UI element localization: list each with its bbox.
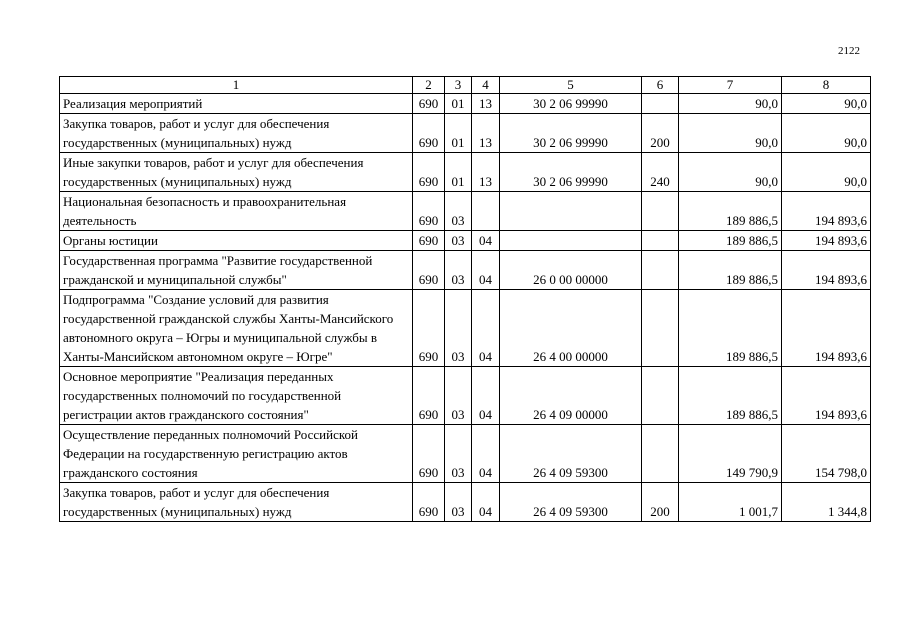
section-code-cell: 03 (445, 367, 472, 425)
table-row (60, 425, 871, 483)
row-name-cell: Осуществление переданных полномочий Российской Федерации на государственную регистрацию актов гражданского состояния (60, 425, 413, 483)
column-header: 3 (445, 77, 472, 94)
expense-type-cell (642, 251, 679, 290)
expense-type-cell (642, 192, 679, 231)
column-header: 5 (500, 77, 642, 94)
amount-year1-cell: 90,0 (679, 114, 782, 153)
subsection-code-cell: 13 (472, 94, 500, 114)
target-article-cell (500, 231, 642, 251)
ministry-code-cell: 690 (413, 425, 445, 483)
row-name-cell: Закупка товаров, работ и услуг для обеспечения государственных (муниципальных) нужд (60, 114, 413, 153)
expense-type-cell (642, 94, 679, 114)
ministry-code-cell: 690 (413, 192, 445, 231)
amount-year2-cell: 194 893,6 (782, 290, 871, 367)
target-article-cell: 30 2 06 99990 (500, 94, 642, 114)
row-name-cell: Иные закупки товаров, работ и услуг для обеспечения государственных (муниципальных) нужд (60, 153, 413, 192)
row-name-cell: Подпрограмма "Создание условий для развития государственной гражданской службы Ханты-Мансийского автономного округа – Югры и муниципальной службы в Ханты-Мансийском автономном округе – Югре" (60, 290, 413, 367)
column-header: 8 (782, 77, 871, 94)
budget-table (59, 76, 871, 522)
ministry-code-cell: 690 (413, 367, 445, 425)
section-code-cell: 03 (445, 251, 472, 290)
table-row (60, 114, 871, 153)
amount-year2-cell: 154 798,0 (782, 425, 871, 483)
section-code-cell: 03 (445, 425, 472, 483)
amount-year1-cell: 90,0 (679, 94, 782, 114)
subsection-code-cell: 04 (472, 425, 500, 483)
table-row (60, 251, 871, 290)
expense-type-cell (642, 425, 679, 483)
section-code-cell: 01 (445, 114, 472, 153)
page-number: 2122 (838, 45, 860, 57)
column-header: 2 (413, 77, 445, 94)
column-header: 7 (679, 77, 782, 94)
amount-year1-cell: 189 886,5 (679, 290, 782, 367)
row-name-cell: Органы юстиции (60, 231, 413, 251)
subsection-code-cell: 04 (472, 231, 500, 251)
section-code-cell: 03 (445, 192, 472, 231)
section-code-cell: 01 (445, 94, 472, 114)
expense-type-cell: 200 (642, 114, 679, 153)
ministry-code-cell: 690 (413, 153, 445, 192)
target-article-cell: 30 2 06 99990 (500, 114, 642, 153)
ministry-code-cell: 690 (413, 251, 445, 290)
column-header: 6 (642, 77, 679, 94)
table-row (60, 231, 871, 251)
ministry-code-cell: 690 (413, 231, 445, 251)
target-article-cell: 26 0 00 00000 (500, 251, 642, 290)
row-name-cell: Закупка товаров, работ и услуг для обеспечения государственных (муниципальных) нужд (60, 483, 413, 522)
expense-type-cell: 200 (642, 483, 679, 522)
amount-year1-cell: 189 886,5 (679, 231, 782, 251)
amount-year1-cell: 189 886,5 (679, 367, 782, 425)
expense-type-cell (642, 367, 679, 425)
ministry-code-cell: 690 (413, 483, 445, 522)
amount-year2-cell: 194 893,6 (782, 192, 871, 231)
expense-type-cell (642, 290, 679, 367)
table-header-row (60, 77, 871, 94)
subsection-code-cell (472, 192, 500, 231)
table-row (60, 367, 871, 425)
amount-year2-cell: 194 893,6 (782, 367, 871, 425)
subsection-code-cell: 04 (472, 367, 500, 425)
amount-year1-cell: 1 001,7 (679, 483, 782, 522)
subsection-code-cell: 04 (472, 290, 500, 367)
table-row (60, 483, 871, 522)
target-article-cell: 26 4 00 00000 (500, 290, 642, 367)
amount-year2-cell: 194 893,6 (782, 231, 871, 251)
subsection-code-cell: 13 (472, 114, 500, 153)
amount-year1-cell: 90,0 (679, 153, 782, 192)
amount-year1-cell: 189 886,5 (679, 251, 782, 290)
expense-type-cell (642, 231, 679, 251)
amount-year1-cell: 149 790,9 (679, 425, 782, 483)
amount-year1-cell: 189 886,5 (679, 192, 782, 231)
subsection-code-cell: 13 (472, 153, 500, 192)
column-header: 1 (60, 77, 413, 94)
section-code-cell: 03 (445, 483, 472, 522)
row-name-cell: Основное мероприятие "Реализация переданных государственных полномочий по государственной регистрации актов гражданского состояния" (60, 367, 413, 425)
target-article-cell: 30 2 06 99990 (500, 153, 642, 192)
section-code-cell: 03 (445, 290, 472, 367)
table-row (60, 94, 871, 114)
target-article-cell (500, 192, 642, 231)
expense-type-cell: 240 (642, 153, 679, 192)
ministry-code-cell: 690 (413, 94, 445, 114)
target-article-cell: 26 4 09 59300 (500, 425, 642, 483)
subsection-code-cell: 04 (472, 483, 500, 522)
amount-year2-cell: 90,0 (782, 153, 871, 192)
amount-year2-cell: 90,0 (782, 114, 871, 153)
amount-year2-cell: 194 893,6 (782, 251, 871, 290)
section-code-cell: 01 (445, 153, 472, 192)
subsection-code-cell: 04 (472, 251, 500, 290)
section-code-cell: 03 (445, 231, 472, 251)
row-name-cell: Государственная программа "Развитие государственной гражданской и муниципальной службы" (60, 251, 413, 290)
amount-year2-cell: 1 344,8 (782, 483, 871, 522)
ministry-code-cell: 690 (413, 114, 445, 153)
amount-year2-cell: 90,0 (782, 94, 871, 114)
ministry-code-cell: 690 (413, 290, 445, 367)
target-article-cell: 26 4 09 00000 (500, 367, 642, 425)
table-body (60, 94, 871, 522)
row-name-cell: Реализация мероприятий (60, 94, 413, 114)
target-article-cell: 26 4 09 59300 (500, 483, 642, 522)
column-header: 4 (472, 77, 500, 94)
row-name-cell: Национальная безопасность и правоохранительная деятельность (60, 192, 413, 231)
table-row (60, 290, 871, 367)
table-row (60, 192, 871, 231)
table-row (60, 153, 871, 192)
